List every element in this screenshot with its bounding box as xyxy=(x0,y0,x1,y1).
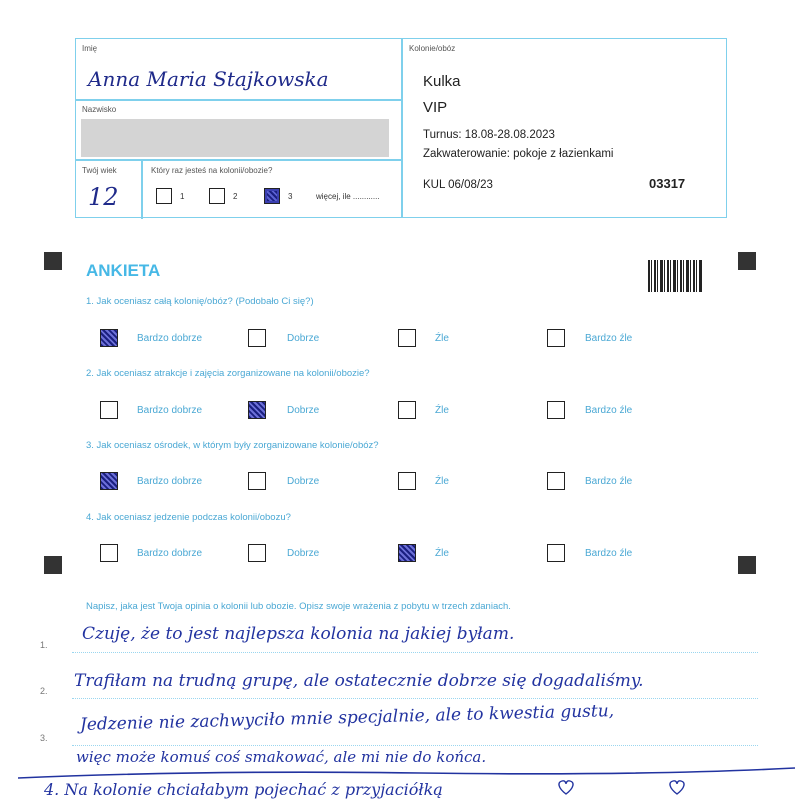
option-label: Źle xyxy=(435,548,449,559)
heart-doodle-icon xyxy=(666,778,688,796)
header-box xyxy=(75,38,727,218)
form-number: 03317 xyxy=(649,176,686,191)
surname-redaction xyxy=(81,119,389,157)
name-label: Imię xyxy=(82,44,98,53)
q1-option-bardzo-zle[interactable] xyxy=(547,329,565,347)
option-label: Źle xyxy=(435,405,449,416)
turnus-info: Turnus: 18.08-28.08.2023 xyxy=(423,129,555,141)
q3-option-dobrze[interactable] xyxy=(248,472,266,490)
option-label: Bardzo dobrze xyxy=(137,405,203,416)
question-3: 3. Jak oceniasz ośrodek, w którym były zorganizowane kolonie/obóz? xyxy=(86,440,379,451)
question-1: 1. Jak oceniasz całą kolonię/obóz? (Podobało Ci się?) xyxy=(86,296,314,307)
option-label: Bardzo źle xyxy=(585,476,633,487)
header-divider xyxy=(76,159,401,161)
option-label: Bardzo źle xyxy=(585,405,633,416)
option-label: Dobrze xyxy=(287,333,320,344)
q4-option-zle[interactable] xyxy=(398,544,416,562)
registration-mark xyxy=(44,252,62,270)
opinion-line-1: Czuję, że to jest najlepsza kolonia na jakiej byłam. xyxy=(82,624,515,644)
question-4: 4. Jak oceniasz jedzenie podczas kolonii/obozu? xyxy=(86,512,291,523)
line-number: 3. xyxy=(40,733,48,743)
option-label: Bardzo źle xyxy=(585,548,633,559)
times-option-label: 3 xyxy=(288,192,293,201)
times-checkbox-1[interactable] xyxy=(156,188,172,204)
option-label: Bardzo dobrze xyxy=(137,333,203,344)
age-label: Twój wiek xyxy=(82,166,117,175)
header-divider xyxy=(401,39,403,217)
q4-option-bardzo-dobrze[interactable] xyxy=(100,544,118,562)
times-option-label: 1 xyxy=(180,192,185,201)
q2-option-bardzo-dobrze[interactable] xyxy=(100,401,118,419)
times-checkbox-3[interactable] xyxy=(264,188,280,204)
q3-option-bardzo-zle[interactable] xyxy=(547,472,565,490)
registration-mark xyxy=(44,556,62,574)
option-label: Bardzo dobrze xyxy=(137,476,203,487)
registration-mark xyxy=(738,252,756,270)
q2-option-zle[interactable] xyxy=(398,401,416,419)
times-checkbox-2[interactable] xyxy=(209,188,225,204)
option-label: Dobrze xyxy=(287,548,320,559)
times-option-label: więcej, ile ............ xyxy=(316,192,380,201)
option-label: Źle xyxy=(435,333,449,344)
question-2: 2. Jak oceniasz atrakcje i zajęcia zorganizowane na kolonii/obozie? xyxy=(86,368,370,379)
registration-mark xyxy=(738,556,756,574)
times-label: Który raz jesteś na kolonii/obozie? xyxy=(151,166,273,175)
survey-title: ANKIETA xyxy=(86,261,161,280)
heart-doodle-icon xyxy=(556,778,576,796)
accommodation-info: Zakwaterowanie: pokoje z łazienkami xyxy=(423,148,614,160)
q2-option-bardzo-zle[interactable] xyxy=(547,401,565,419)
opinion-line-3: Jedzenie nie zachwyciło mnie specjalnie, ale to kwestia gustu, xyxy=(79,701,615,735)
name-value: Anna Maria Stajkowska xyxy=(88,67,329,91)
option-label: Bardzo dobrze xyxy=(137,548,203,559)
opinion-prompt: Napisz, jaka jest Twoja opinia o kolonii lub obozie. Opisz swoje wrażenia z pobytu w trzech zdaniach. xyxy=(86,601,511,612)
option-label: Dobrze xyxy=(287,405,320,416)
q1-option-bardzo-dobrze[interactable] xyxy=(100,329,118,347)
writing-line xyxy=(72,745,758,746)
opinion-line-2: Trafiłam na trudną grupę, ale ostatecznie dobrze się dogadaliśmy. xyxy=(74,671,644,691)
opinion-line-4: więc może komuś coś smakować, ale mi nie do końca. xyxy=(76,748,487,766)
writing-line xyxy=(72,652,758,653)
q3-option-zle[interactable] xyxy=(398,472,416,490)
age-value: 12 xyxy=(88,183,119,211)
line-number: 2. xyxy=(40,686,48,696)
option-label: Dobrze xyxy=(287,476,320,487)
header-divider xyxy=(141,159,143,219)
camp-code: KUL 06/08/23 xyxy=(423,179,493,191)
barcode-icon xyxy=(648,260,702,292)
q2-option-dobrze[interactable] xyxy=(248,401,266,419)
opinion-line-5: 4. Na kolonie chciałabym pojechać z przyjaciółką xyxy=(44,780,443,799)
q4-option-dobrze[interactable] xyxy=(248,544,266,562)
writing-line xyxy=(72,698,758,699)
camp-name: Kulka xyxy=(423,73,461,90)
camp-type: VIP xyxy=(423,99,448,116)
surname-label: Nazwisko xyxy=(82,105,117,114)
option-label: Źle xyxy=(435,476,449,487)
line-number: 1. xyxy=(40,640,48,650)
times-option-label: 2 xyxy=(233,192,238,201)
header-divider xyxy=(76,99,401,101)
q1-option-zle[interactable] xyxy=(398,329,416,347)
q1-option-dobrze[interactable] xyxy=(248,329,266,347)
q4-option-bardzo-zle[interactable] xyxy=(547,544,565,562)
camp-label: Kolonie/obóz xyxy=(409,44,456,53)
q3-option-bardzo-dobrze[interactable] xyxy=(100,472,118,490)
option-label: Bardzo źle xyxy=(585,333,633,344)
